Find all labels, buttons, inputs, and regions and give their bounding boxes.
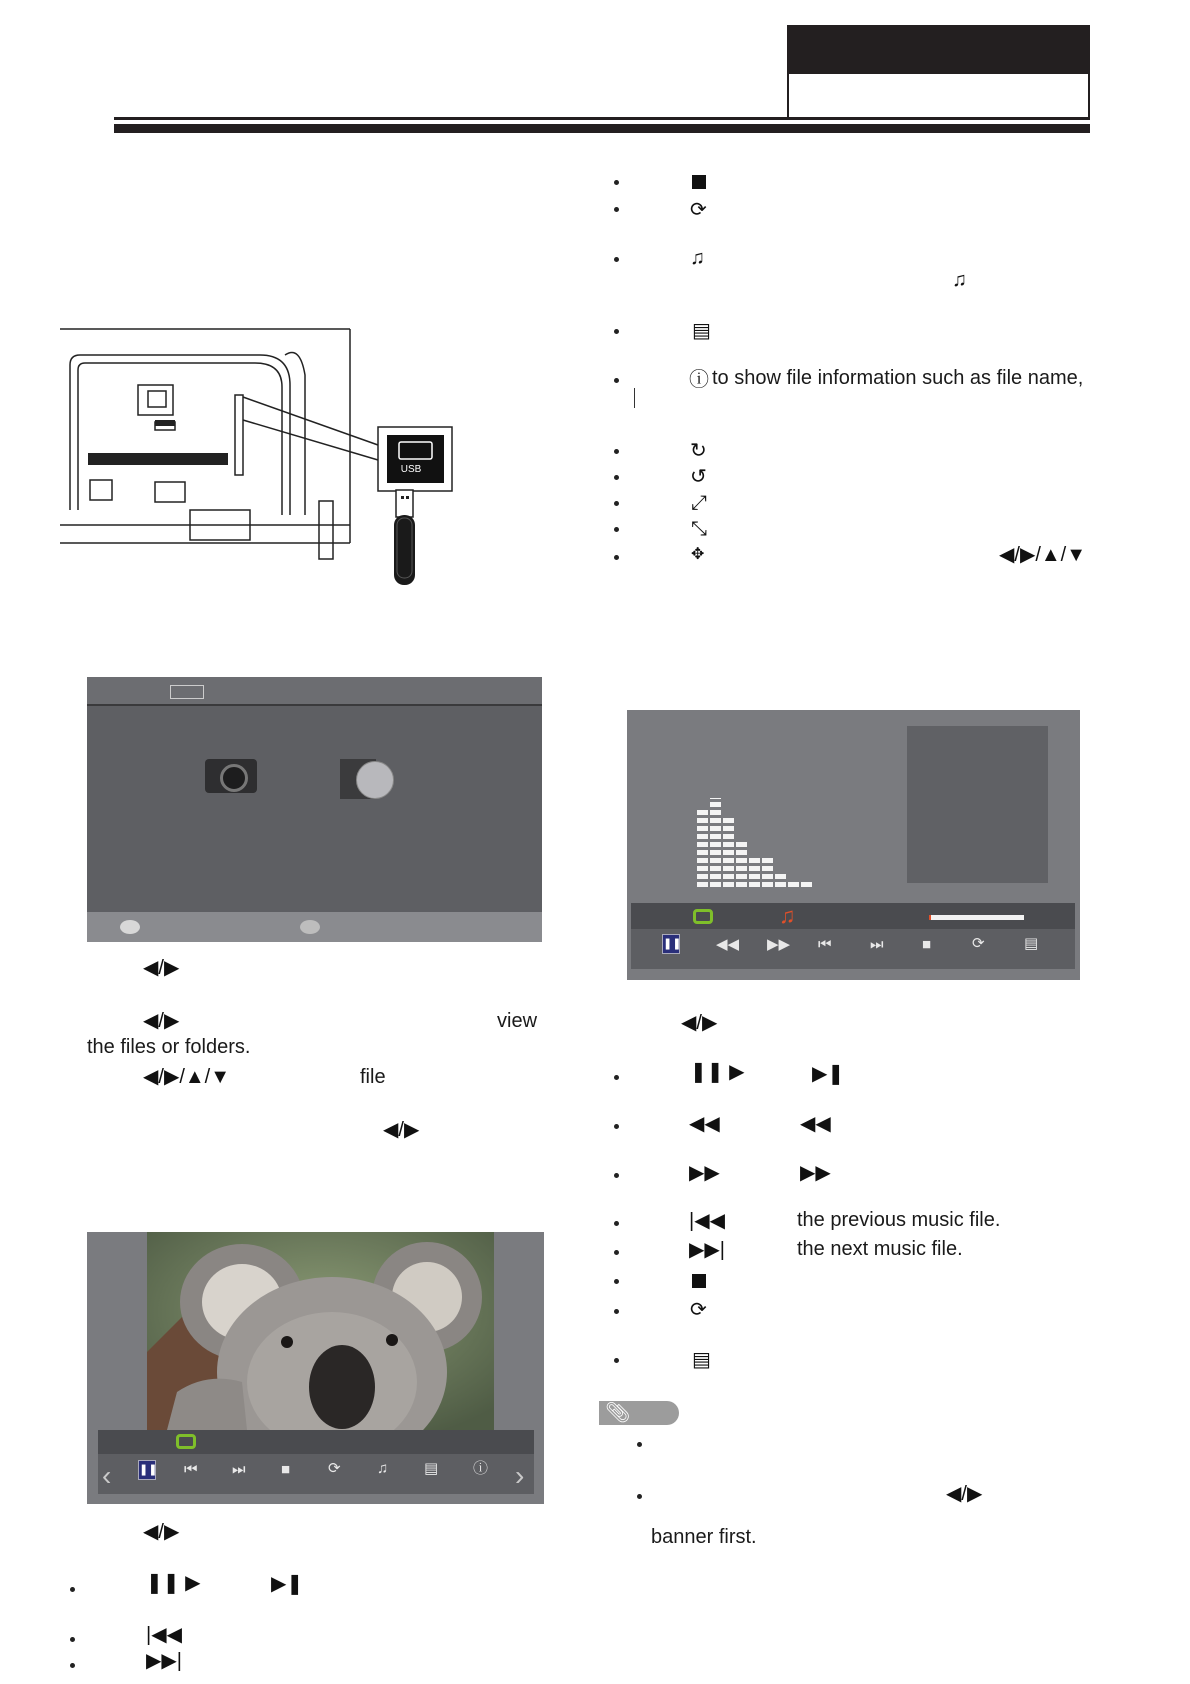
- spectrum-cell: [697, 810, 708, 815]
- spectrum-cell: [736, 882, 747, 887]
- music-note-icon: ♫: [779, 903, 796, 928]
- text-files-folders: the files or folders.: [87, 1036, 251, 1058]
- spectrum-cell: [749, 874, 760, 879]
- bullet: [614, 207, 619, 212]
- koala-image: [147, 1232, 494, 1430]
- zoom-out-icon: ⤡: [691, 518, 707, 540]
- spectrum-cell: [736, 874, 747, 879]
- bullet: [70, 1587, 75, 1592]
- spectrum-cell: [697, 842, 708, 847]
- rewind-button[interactable]: ◀◀: [716, 936, 740, 953]
- spectrum-cell: [710, 850, 721, 855]
- cd-disc: [356, 761, 394, 799]
- rotate-counterclockwise-icon: ↺: [690, 466, 707, 488]
- rewind-key-icon: ◀◀: [800, 1113, 831, 1135]
- pause-button[interactable]: ❚❚: [138, 1460, 156, 1480]
- spectrum-cell: [710, 858, 721, 863]
- bullet: [614, 449, 619, 454]
- next-page-chevron-icon[interactable]: ›: [515, 1460, 525, 1491]
- photo-info-bar: [98, 1430, 534, 1454]
- bullet: [614, 329, 619, 334]
- spectrum-cell: [723, 834, 734, 839]
- spectrum-cell: [697, 834, 708, 839]
- spectrum-cell: [710, 866, 721, 871]
- bullet: [614, 1075, 619, 1080]
- spectrum-cell: [749, 882, 760, 887]
- repeat-mode-button[interactable]: ⟳: [328, 1460, 341, 1477]
- previous-button[interactable]: ⏮: [818, 936, 832, 953]
- music-control-bar: [631, 929, 1075, 969]
- spectrum-cell: [710, 834, 721, 839]
- bullet: [614, 501, 619, 506]
- spectrum-cell: [801, 882, 812, 887]
- next-button[interactable]: ⏭: [232, 1461, 246, 1478]
- spectrum-cell: [723, 842, 734, 847]
- spectrum-cell: [697, 882, 708, 887]
- rotate-clockwise-icon: ↻: [690, 440, 707, 462]
- spectrum-cell: [723, 882, 734, 887]
- text-view: view: [497, 1010, 538, 1032]
- koala-photo: [147, 1232, 494, 1430]
- spectrum-cell: [736, 842, 747, 847]
- album-art-area: [907, 726, 1048, 883]
- stop-button[interactable]: ■: [922, 936, 932, 953]
- bullet: [614, 527, 619, 532]
- enter-key-icon: [120, 920, 140, 934]
- spectrum-cell: [697, 850, 708, 855]
- photo-control-bar: [98, 1454, 534, 1494]
- spectrum-cell: [710, 882, 721, 887]
- spectrum-visualizer: [697, 798, 817, 888]
- bullet: [614, 1309, 619, 1314]
- nav-arrows-photo: ◀/▶: [143, 1521, 180, 1543]
- bullet: [614, 257, 619, 262]
- spectrum-cell: [762, 866, 773, 871]
- repeat-mode-button[interactable]: ⟳: [972, 935, 985, 952]
- usb-source-icon: [170, 685, 204, 699]
- media-home-panel: [87, 677, 542, 942]
- nav-arrows-1: ◀/▶: [143, 957, 180, 979]
- spectrum-cell: [723, 866, 734, 871]
- previous-button[interactable]: ⏮: [184, 1461, 198, 1478]
- stop-button[interactable]: ■: [281, 1461, 291, 1478]
- info-icon: ⓘ: [689, 369, 709, 391]
- progress-fill: [929, 915, 931, 920]
- spectrum-cell: [723, 858, 734, 863]
- rewind-icon: ◀◀: [689, 1113, 720, 1135]
- bullet: [614, 1173, 619, 1178]
- bullet: [70, 1637, 75, 1642]
- repeat-icon: [693, 909, 713, 924]
- nav-arrows-4way: ◀/▶/▲/▼: [143, 1066, 231, 1088]
- photo-camera-icon[interactable]: [205, 759, 257, 793]
- repeat-icon: ⟳: [690, 1299, 707, 1321]
- text-file: file: [360, 1066, 386, 1088]
- usb-port-label: USB: [400, 464, 422, 475]
- spectrum-cell: [788, 882, 799, 887]
- move-view-icon: ✥: [691, 546, 705, 563]
- camera-lens: [220, 764, 248, 792]
- spectrum-cell: [697, 866, 708, 871]
- fast-forward-key-icon: ▶▶: [800, 1162, 831, 1184]
- bullet: [614, 1124, 619, 1129]
- bullet: [614, 378, 619, 383]
- next-icon: ▶▶|: [146, 1650, 182, 1672]
- info-button[interactable]: ⓘ: [473, 1460, 489, 1477]
- spectrum-cell: [762, 858, 773, 863]
- spectrum-cell: [775, 882, 786, 887]
- next-button[interactable]: ⏭: [870, 936, 884, 953]
- spectrum-cell: [775, 874, 786, 879]
- spectrum-cell: [710, 842, 721, 847]
- music-note-icon: ♫: [952, 269, 967, 291]
- zoom-in-icon: ⤢: [691, 492, 707, 514]
- spectrum-cell: [736, 866, 747, 871]
- fast-forward-icon: ▶▶: [689, 1162, 720, 1184]
- nav-arrows-music: ◀/▶: [681, 1012, 718, 1034]
- pause-button[interactable]: ❚❚: [662, 934, 680, 954]
- info-description: to show file information such as file name,: [712, 367, 1084, 389]
- nav-arrows-note: ◀/▶: [946, 1483, 983, 1505]
- repeat-icon: [176, 1434, 196, 1449]
- progress-track: [929, 915, 1024, 920]
- exit-key-icon: [300, 920, 320, 934]
- banner-first-text: banner first.: [651, 1526, 757, 1548]
- playlist-button[interactable]: ▤: [424, 1460, 439, 1477]
- music-disc-icon[interactable]: [340, 759, 396, 799]
- music-toggle-button[interactable]: ♫: [377, 1460, 389, 1477]
- spectrum-cell: [723, 818, 734, 823]
- bullet: [614, 1279, 619, 1284]
- spectrum-cell: [736, 858, 747, 863]
- playlist-button[interactable]: ▤: [1024, 935, 1039, 952]
- spectrum-cell: [723, 850, 734, 855]
- bullet: [614, 1250, 619, 1255]
- stop-icon: [692, 1274, 706, 1288]
- spectrum-cell: [736, 850, 747, 855]
- nav-arrows-3: ◀/▶: [383, 1119, 420, 1141]
- spectrum-cell: [697, 858, 708, 863]
- paperclip-icon: 📎︎: [605, 1402, 631, 1424]
- header-rule-thin: [114, 117, 1090, 120]
- spectrum-cell: [710, 874, 721, 879]
- spectrum-cell: [697, 826, 708, 831]
- header-tab-dark: [787, 25, 1090, 74]
- spectrum-cell: [697, 874, 708, 879]
- spectrum-cell: [723, 826, 734, 831]
- pause-play-icon: ❚❚ ▶: [146, 1572, 201, 1594]
- previous-icon: |◀◀: [689, 1210, 725, 1232]
- header-tab-box: [787, 74, 1090, 119]
- play-pause-key-icon: ▶❚: [271, 1573, 304, 1595]
- bullet: [614, 180, 619, 185]
- spectrum-cell: [710, 798, 721, 799]
- spectrum-cell: [710, 802, 721, 807]
- tv-back-usb-illustration: [60, 325, 460, 590]
- spectrum-cell: [697, 818, 708, 823]
- spectrum-cell: [762, 882, 773, 887]
- playlist-icon: ▤: [692, 320, 711, 342]
- pause-play-icon: ❚❚ ▶: [690, 1061, 745, 1083]
- spectrum-cell: [710, 826, 721, 831]
- fast-forward-button[interactable]: ▶▶: [767, 936, 791, 953]
- music-note-icon: ♫: [690, 247, 705, 269]
- bullet: [637, 1442, 642, 1447]
- music-player-panel: [627, 710, 1080, 980]
- previous-description: the previous music file.: [797, 1209, 1001, 1231]
- spectrum-cell: [749, 866, 760, 871]
- spectrum-cell: [762, 874, 773, 879]
- bullet: [614, 475, 619, 480]
- stop-icon: [692, 175, 706, 189]
- spectrum-cell: [749, 858, 760, 863]
- photo-viewer-panel: [87, 1232, 544, 1504]
- previous-icon: |◀◀: [146, 1624, 182, 1646]
- spectrum-cell: [710, 810, 721, 815]
- text-cursor: [634, 388, 635, 408]
- nav-arrows-4way-right: ◀/▶/▲/▼: [999, 544, 1087, 566]
- spectrum-cell: [723, 874, 734, 879]
- repeat-icon: ⟳: [690, 199, 707, 221]
- next-description: the next music file.: [797, 1238, 963, 1260]
- prev-page-chevron-icon[interactable]: ‹: [102, 1460, 112, 1491]
- bullet: [70, 1663, 75, 1668]
- bullet: [614, 555, 619, 560]
- bullet: [614, 1221, 619, 1226]
- header-rule-thick: [114, 124, 1090, 133]
- nav-arrows-2: ◀/▶: [143, 1010, 180, 1032]
- media-home-top-bar: [87, 677, 542, 706]
- spectrum-cell: [710, 818, 721, 823]
- next-icon: ▶▶|: [689, 1239, 725, 1261]
- playlist-icon: ▤: [692, 1349, 711, 1371]
- play-pause-key-icon: ▶❚: [812, 1063, 845, 1085]
- bullet: [614, 1358, 619, 1363]
- bullet: [637, 1494, 642, 1499]
